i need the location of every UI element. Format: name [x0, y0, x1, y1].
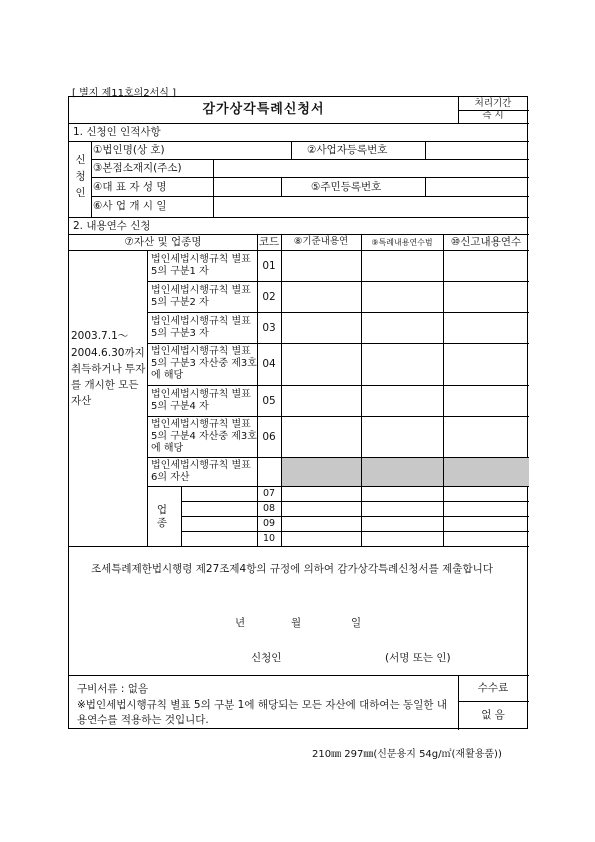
fee-label: 수수료 — [477, 682, 509, 695]
asset-row-name: 법인세법시행규칙 별표5의 구분3 자 — [151, 316, 251, 339]
rep-name-label: ④대 표 자 성 명 — [93, 180, 167, 193]
attachment-note: ※법인세법시행규칙 별표 5의 구분 1에 해당되는 모든 자산에 대하여는 동일한 내용연수를 적용하는 것입니다. — [77, 699, 447, 727]
biz-reg-no-label: ②사업자등록번호 — [307, 144, 388, 157]
asset-row-code: 02 — [262, 290, 276, 303]
processing-period-label: 처리기간 — [474, 97, 512, 109]
industry-label: 업 종 — [156, 504, 172, 529]
form-title: 감가상각특례신청서 — [202, 101, 325, 117]
col-declared-header: ⑩신고내용연수 — [450, 236, 522, 249]
section2-heading: 2. 내용연수 신청 — [73, 219, 151, 232]
date-day-label: 일 — [351, 617, 362, 629]
processing-period-value: 즉 시 — [482, 110, 504, 122]
period-label: 2003.7.1～2004.6.30까지 취득하거나 투자를 개시한 모든 자산 — [71, 330, 146, 408]
section1-heading: 1. 신청인 인적사항 — [73, 125, 161, 138]
industry-code: 08 — [262, 502, 276, 514]
application-form — [68, 96, 528, 729]
asset-row-name: 법인세법시행규칙 별표5의 구분4 자산중 제3호에 해당 — [151, 419, 257, 454]
asset-row-name: 법인세법시행규칙 별표6의 자산 — [151, 460, 251, 483]
industry-code: 09 — [262, 517, 276, 529]
open-date-label: ⑥사 업 개 시 일 — [93, 200, 167, 213]
asset-row-name: 법인세법시행규칙 별표5의 구분2 자 — [151, 285, 251, 308]
col-code-header: 코드 — [258, 236, 280, 249]
fee-value: 없 음 — [481, 708, 505, 721]
applicant-label: 신청인 — [251, 652, 282, 664]
asset-row-code: 01 — [262, 259, 276, 272]
date-month-label: 월 — [291, 617, 302, 629]
applicant-side-label: 신청인 — [74, 154, 87, 204]
col-report-header: ⑨특례내용연수범 — [371, 237, 433, 247]
paper-spec-footer: 210㎜ 297㎜(신문용지 54g/㎡(재활용품)) — [312, 749, 502, 760]
attachment-docs: 구비서류 : 없음 — [77, 683, 149, 695]
col-base-header: ⑧기준내용연 — [293, 236, 349, 248]
form-reference: [ 별지 제11호의2서식 ] — [72, 88, 177, 99]
asset-row-code: 03 — [262, 321, 276, 334]
asset-row-name: 법인세법시행규칙 별표5의 구분3 자산중 제3호에 해당 — [151, 346, 257, 381]
resident-no-label: ⑤주민등록번호 — [311, 180, 382, 193]
date-year-label: 년 — [235, 617, 246, 629]
asset-row-code: 05 — [262, 394, 276, 407]
asset-row-code: 06 — [262, 430, 276, 443]
col-asset-header: ⑦자산 및 업종명 — [124, 236, 202, 249]
asset-row-code: 04 — [262, 357, 276, 370]
signature-label: (서명 또는 인) — [385, 652, 451, 664]
industry-code: 10 — [262, 532, 276, 544]
hq-address-label: ③본점소재지(주소) — [93, 162, 182, 175]
asset-row-name: 법인세법시행규칙 별표5의 구분4 자 — [151, 389, 251, 412]
declaration-text: 조세특례제한법시행령 제27조제4항의 규정에 의하여 감가상각특례신청서를 제출합니다 — [91, 563, 493, 575]
industry-code: 07 — [262, 487, 276, 499]
corp-name-label: ①법인명(상 호) — [93, 144, 165, 157]
asset-row-name: 법인세법시행규칙 별표5의 구분1 자 — [151, 254, 251, 277]
